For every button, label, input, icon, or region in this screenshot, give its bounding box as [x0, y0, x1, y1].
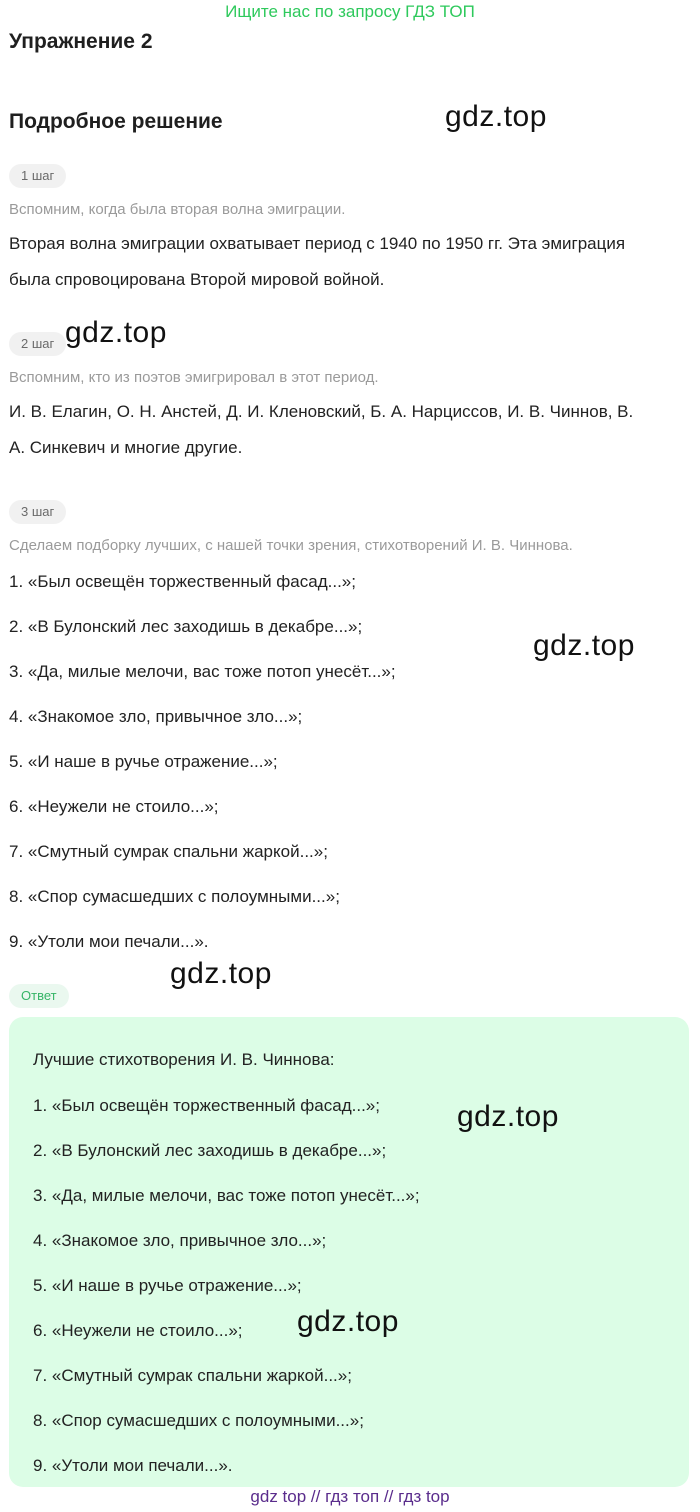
- step-3-badge: 3 шаг: [9, 500, 66, 524]
- step-1-hint: Вспомним, когда была вторая волна эмиграции.: [9, 201, 346, 218]
- list-item: 9. «Утоли мои печали...».: [33, 1456, 233, 1475]
- step-1-badge: 1 шаг: [9, 164, 66, 188]
- footer-links: gdz top // гдз топ // гдз top: [250, 1487, 450, 1506]
- step-3-hint: Сделаем подборку лучших, с нашей точки зрения, стихотворений И. В. Чиннова.: [9, 537, 573, 554]
- search-banner: Ищите нас по запросу ГДЗ ТОП: [225, 2, 475, 21]
- list-item: 5. «И наше в ручье отражение...»;: [33, 1276, 302, 1295]
- list-item: 2. «В Булонский лес заходишь в декабре...»;: [33, 1141, 387, 1160]
- step-2-badge: 2 шаг: [9, 332, 66, 356]
- watermark: gdz.top: [65, 316, 167, 349]
- watermark: gdz.top: [297, 1305, 399, 1338]
- watermark: gdz.top: [445, 100, 547, 133]
- list-item: 4. «Знакомое зло, привычное зло...»;: [33, 1231, 327, 1250]
- page-title: Упражнение 2: [9, 30, 153, 53]
- list-item: 7. «Смутный сумрак спальни жаркой...»;: [33, 1366, 352, 1385]
- list-item: 1. «Был освещён торжественный фасад...»;: [33, 1096, 380, 1115]
- list-item: 8. «Спор сумасшедших с полоумными...»;: [9, 887, 340, 906]
- list-item: 8. «Спор сумасшедших с полоумными...»;: [33, 1411, 364, 1430]
- step-2-text: И. В. Елагин, О. Н. Анстей, Д. И. Кленовский, Б. А. Нарциссов, И. В. Чиннов, В. А. Синкевич и многие другие.: [9, 402, 634, 457]
- list-item: 3. «Да, милые мелочи, вас тоже потоп унесёт...»;: [33, 1186, 420, 1205]
- list-item: 7. «Смутный сумрак спальни жаркой...»;: [9, 842, 328, 861]
- list-item: 6. «Неужели не стоило...»;: [33, 1321, 243, 1340]
- step-2-hint: Вспомним, кто из поэтов эмигрировал в этот период.: [9, 369, 379, 386]
- answer-badge: Ответ: [9, 984, 69, 1008]
- list-item: 4. «Знакомое зло, привычное зло...»;: [9, 707, 303, 726]
- step-1-text: Вторая волна эмиграции охватывает период с 1940 по 1950 гг. Эта эмиграция была спровоцирована Второй мировой войной.: [9, 234, 626, 289]
- list-item: 1. «Был освещён торжественный фасад...»;: [9, 572, 356, 591]
- watermark: gdz.top: [170, 957, 272, 990]
- answer-intro: Лучшие стихотворения И. В. Чиннова:: [33, 1050, 335, 1069]
- section-title: Подробное решение: [9, 110, 223, 133]
- list-item: 5. «И наше в ручье отражение...»;: [9, 752, 278, 771]
- answer-box: [9, 1017, 689, 1487]
- list-item: 9. «Утоли мои печали...».: [9, 932, 209, 951]
- list-item: 3. «Да, милые мелочи, вас тоже потоп унесёт...»;: [9, 662, 396, 681]
- watermark: gdz.top: [457, 1100, 559, 1133]
- watermark: gdz.top: [533, 629, 635, 662]
- list-item: 6. «Неужели не стоило...»;: [9, 797, 219, 816]
- list-item: 2. «В Булонский лес заходишь в декабре...»;: [9, 617, 363, 636]
